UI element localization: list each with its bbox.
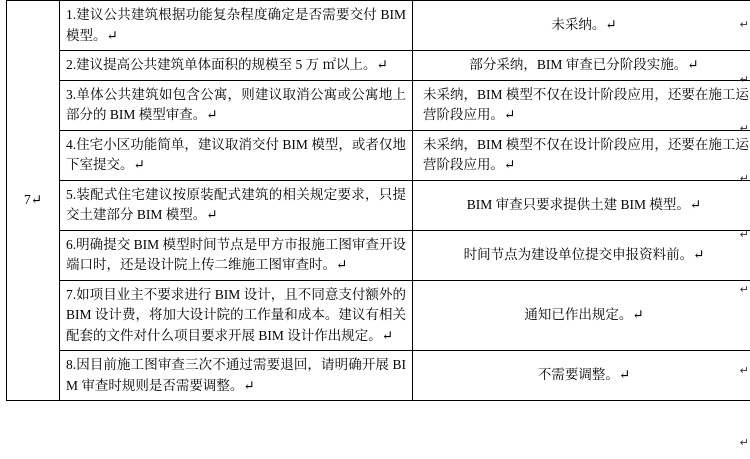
question-text: 8.因目前施工图审查三次不通过需要退回，请明确开展 BIM 审查时规则是否需要调整。↵ <box>66 357 406 393</box>
table-row <box>7 130 750 180</box>
answer-cell <box>413 230 750 280</box>
paragraph-mark-icon: ↵ <box>739 173 749 185</box>
answer-text: 未采纳，BIM 模型不仅在设计阶段应用，还要在施工运营阶段应用。↵ <box>423 136 749 173</box>
question-cell <box>60 351 413 401</box>
qa-table <box>6 0 750 401</box>
table-body <box>7 1 750 401</box>
table-row <box>7 351 750 401</box>
question-text: 2.建议提高公共建筑单体面积的规模至 5 万 ㎡以上。↵ <box>66 57 388 73</box>
paragraph-marks-column <box>740 0 750 459</box>
table-row <box>7 51 750 81</box>
question-cell <box>60 180 413 230</box>
question-text: 5.装配式住宅建议按原装配式建筑的相关规定要求，只提交土建部分 BIM 模型。↵ <box>66 186 406 223</box>
answer-cell <box>413 280 750 351</box>
answer-text: BIM 审查只要求提供土建 BIM 模型。↵ <box>466 196 702 212</box>
question-text: 3.单体公共建筑如包含公寓，则建议取消公寓或公寓地上部分的 BIM 模型审查。↵ <box>66 86 406 123</box>
question-cell <box>60 130 413 180</box>
answer-cell <box>413 180 750 230</box>
paragraph-mark-icon: ↵ <box>739 229 749 241</box>
question-cell <box>60 230 413 280</box>
answer-text: 未采纳，BIM 模型不仅在设计阶段应用，还要在施工运营阶段应用。↵ <box>423 86 749 123</box>
paragraph-mark-icon: ↵ <box>739 284 749 296</box>
table-row <box>7 1 750 51</box>
paragraph-mark-icon: ↵ <box>739 123 749 135</box>
question-text: 1.建议公共建筑根据功能复杂程度确定是否需要交付 BIM 模型。↵ <box>66 7 406 43</box>
table-row <box>7 180 750 230</box>
answer-cell <box>413 1 750 51</box>
table-row <box>7 80 750 130</box>
table-row <box>7 280 750 351</box>
paragraph-mark-icon: ↵ <box>739 74 749 86</box>
question-cell <box>60 51 413 81</box>
answer-text: 未采纳。↵ <box>551 17 617 33</box>
answer-cell <box>413 80 750 130</box>
answer-text: 不需要调整。↵ <box>537 367 631 383</box>
paragraph-mark-icon: ↵ <box>739 437 749 449</box>
question-cell <box>60 280 413 351</box>
answer-text: 通知已作出规定。↵ <box>524 307 644 323</box>
row-number-cell: 7↵ <box>7 1 60 401</box>
answer-text: 时间节点为建设单位提交申报资料前。↵ <box>463 246 705 262</box>
question-cell <box>60 1 413 51</box>
answer-cell <box>413 351 750 401</box>
question-text: 7.如项目业主不要求进行 BIM 设计，且不同意支付额外的 BIM 设计费，将加大设计院的工作量和成本。建议有相关配套的文件对什么项目要求开展 BIM 设计作出规定。↵ <box>66 286 406 343</box>
question-cell <box>60 80 413 130</box>
question-text: 4.住宅小区功能简单，建议取消交付 BIM 模型，或者仅地下室提交。↵ <box>66 136 406 173</box>
table-row <box>7 230 750 280</box>
answer-text: 部分采纳，BIM 审查已分阶段实施。↵ <box>469 57 699 73</box>
question-text: 6.明确提交 BIM 模型时间节点是甲方市报施工图审查开设端口时，还是设计院上传二维施工图审查时。↵ <box>66 236 406 273</box>
answer-cell <box>413 130 750 180</box>
paragraph-mark-icon: ↵ <box>739 365 749 377</box>
answer-cell <box>413 51 750 81</box>
paragraph-mark-icon: ↵ <box>739 19 749 31</box>
